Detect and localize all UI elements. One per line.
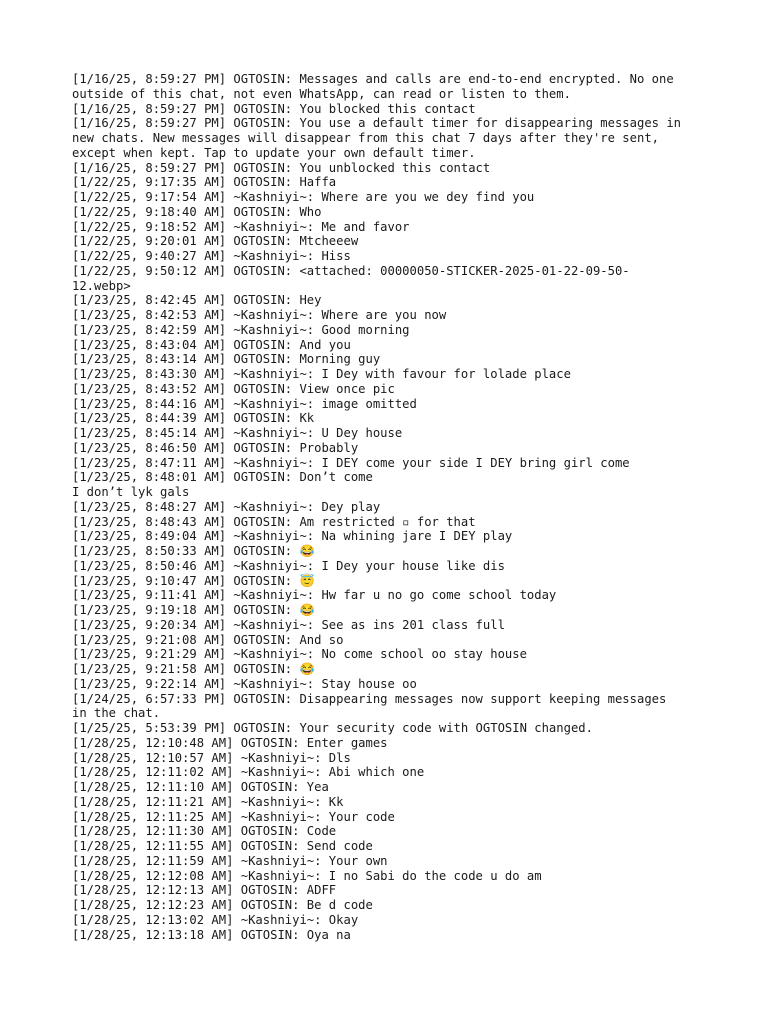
transcript-line: [1/23/25, 8:42:53 AM] ~Kashniyi~: Where are you now	[72, 308, 447, 322]
transcript-line: [1/16/25, 8:59:27 PM] OGTOSIN: You use a default timer for disappearing messages in	[72, 116, 682, 131]
transcript-line: [1/23/25, 8:43:04 AM] OGTOSIN: And you	[72, 337, 351, 352]
transcript-line: 12.webp>	[72, 278, 131, 293]
transcript-line: [1/28/25, 12:11:55 AM] OGTOSIN: Send code	[72, 839, 373, 853]
transcript-line: [1/28/25, 12:11:10 AM] OGTOSIN: Yea	[72, 780, 329, 794]
chat-transcript	[72, 72, 702, 942]
transcript-line: [1/22/25, 9:18:40 AM] OGTOSIN: Who	[72, 204, 322, 219]
transcript-line: [1/22/25, 9:17:54 AM] ~Kashniyi~: Where are you we dey find you	[72, 190, 535, 204]
transcript-line: [1/23/25, 9:21:08 AM] OGTOSIN: And so	[72, 632, 344, 647]
transcript-line: [1/23/25, 8:50:46 AM] ~Kashniyi~: I Dey your house like dis	[72, 558, 505, 573]
transcript-line: [1/28/25, 12:12:23 AM] OGTOSIN: Be d code	[72, 898, 373, 912]
transcript-line: [1/28/25, 12:11:21 AM] ~Kashniyi~: Kk	[72, 794, 344, 809]
transcript-line: [1/23/25, 8:48:43 AM] OGTOSIN: Am restricted ▫ for that	[72, 514, 476, 529]
transcript-line: [1/28/25, 12:13:02 AM] ~Kashniyi~: Okay	[72, 912, 359, 927]
transcript-line: [1/16/25, 8:59:27 PM] OGTOSIN: You blocked this contact	[72, 101, 476, 116]
transcript-line: [1/23/25, 9:22:14 AM] ~Kashniyi~: Stay house oo	[72, 676, 417, 691]
transcript-line: [1/28/25, 12:10:57 AM] ~Kashniyi~: Dls	[72, 750, 351, 765]
transcript-line: [1/16/25, 8:59:27 PM] OGTOSIN: Messages and calls are end-to-end encrypted. No one	[72, 72, 674, 86]
transcript-line: outside of this chat, not even WhatsApp, can read or listen to them.	[72, 86, 571, 101]
transcript-line: [1/23/25, 9:11:41 AM] ~Kashniyi~: Hw far u no go come school today	[72, 588, 557, 603]
transcript-line: [1/22/25, 9:18:52 AM] ~Kashniyi~: Me and favor	[72, 219, 410, 234]
transcript-line: [1/22/25, 9:50:12 AM] OGTOSIN: <attached: 00000050-STICKER-2025-01-22-09-50-	[72, 263, 630, 278]
transcript-line: [1/28/25, 12:12:13 AM] OGTOSIN: ADFF	[72, 883, 337, 898]
transcript-line: [1/23/25, 8:44:16 AM] ~Kashniyi~: image omitted	[72, 396, 417, 411]
transcript-line: [1/23/25, 9:20:34 AM] ~Kashniyi~: See as ins 201 class full	[72, 617, 505, 632]
transcript-line: except when kept. Tap to update your own default timer.	[72, 145, 476, 160]
transcript-line: [1/23/25, 9:19:18 AM] OGTOSIN: 😂	[72, 603, 315, 617]
transcript-line: [1/28/25, 12:13:18 AM] OGTOSIN: Oya na	[72, 927, 351, 942]
transcript-line: [1/22/25, 9:17:35 AM] OGTOSIN: Haffa	[72, 175, 337, 190]
transcript-line: new chats. New messages will disappear from this chat 7 days after they're sent,	[72, 131, 659, 145]
transcript-line: I don’t lyk gals	[72, 485, 190, 499]
transcript-line: [1/22/25, 9:20:01 AM] OGTOSIN: Mtcheeew	[72, 234, 359, 249]
transcript-line: [1/24/25, 6:57:33 PM] OGTOSIN: Disappearing messages now support keeping messages	[72, 691, 667, 706]
transcript-line: [1/23/25, 8:43:14 AM] OGTOSIN: Morning guy	[72, 352, 381, 367]
transcript-line: [1/23/25, 8:46:50 AM] OGTOSIN: Probably	[72, 440, 359, 455]
transcript-line: [1/28/25, 12:11:25 AM] ~Kashniyi~: Your code	[72, 809, 395, 824]
transcript-line: [1/23/25, 8:42:59 AM] ~Kashniyi~: Good morning	[72, 322, 410, 337]
transcript-line: [1/23/25, 8:48:01 AM] OGTOSIN: Don’t come	[72, 470, 373, 485]
transcript-line: [1/25/25, 5:53:39 PM] OGTOSIN: Your security code with OGTOSIN changed.	[72, 721, 593, 735]
transcript-line: [1/23/25, 9:10:47 AM] OGTOSIN: 😇	[72, 573, 315, 588]
transcript-line: [1/28/25, 12:10:48 AM] OGTOSIN: Enter games	[72, 735, 388, 750]
transcript-line: [1/23/25, 8:43:30 AM] ~Kashniyi~: I Dey with favour for lolade place	[72, 367, 571, 381]
transcript-line: [1/16/25, 8:59:27 PM] OGTOSIN: You unblocked this contact	[72, 160, 491, 175]
transcript-line: [1/28/25, 12:12:08 AM] ~Kashniyi~: I no Sabi do the code u do am	[72, 868, 542, 883]
transcript-line: [1/22/25, 9:40:27 AM] ~Kashniyi~: Hiss	[72, 249, 351, 263]
transcript-line: [1/23/25, 9:21:58 AM] OGTOSIN: 😂	[72, 662, 315, 676]
transcript-line: [1/23/25, 8:47:11 AM] ~Kashniyi~: I DEY come your side I DEY bring girl come	[72, 455, 630, 470]
transcript-line: [1/28/25, 12:11:59 AM] ~Kashniyi~: Your own	[72, 853, 388, 868]
transcript-line: [1/23/25, 8:45:14 AM] ~Kashniyi~: U Dey house	[72, 426, 403, 440]
transcript-line: [1/28/25, 12:11:30 AM] OGTOSIN: Code	[72, 824, 337, 839]
transcript-line: [1/23/25, 8:42:45 AM] OGTOSIN: Hey	[72, 293, 322, 308]
transcript-line: [1/23/25, 8:49:04 AM] ~Kashniyi~: Na whining jare I DEY play	[72, 529, 513, 544]
transcript-line: [1/23/25, 8:43:52 AM] OGTOSIN: View once pic	[72, 381, 395, 396]
transcript-line: in the chat.	[72, 706, 161, 721]
transcript-line: [1/23/25, 8:48:27 AM] ~Kashniyi~: Dey play	[72, 499, 381, 514]
transcript-line: [1/28/25, 12:11:02 AM] ~Kashniyi~: Abi which one	[72, 765, 425, 780]
transcript-line: [1/23/25, 8:50:33 AM] OGTOSIN: 😂	[72, 544, 315, 558]
transcript-line: [1/23/25, 9:21:29 AM] ~Kashniyi~: No come school oo stay house	[72, 647, 527, 662]
transcript-line: [1/23/25, 8:44:39 AM] OGTOSIN: Kk	[72, 411, 315, 426]
